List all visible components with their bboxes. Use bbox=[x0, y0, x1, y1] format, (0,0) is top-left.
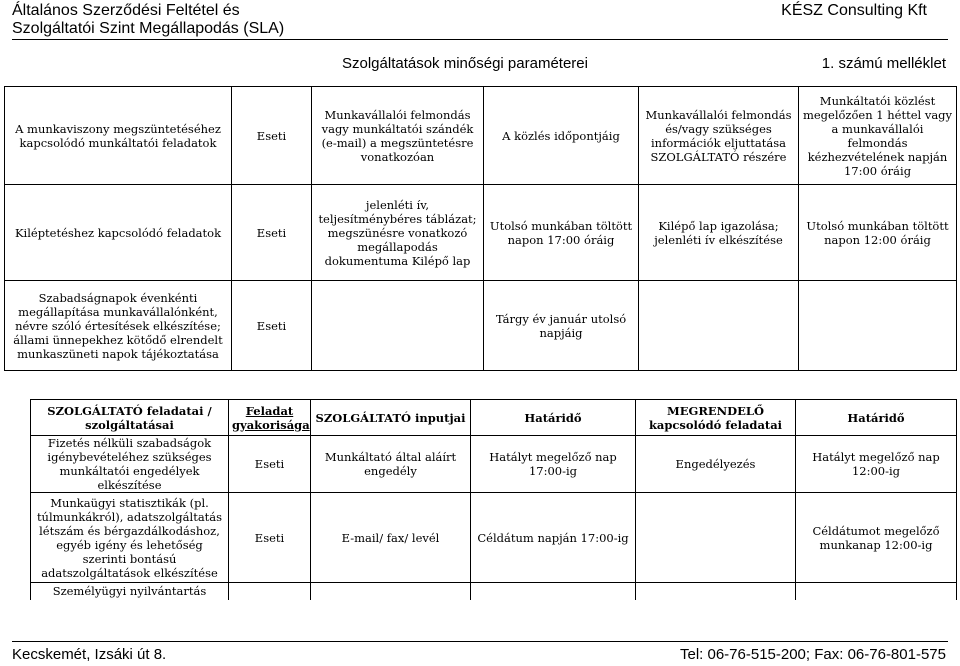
header-input: SZOLGÁLTATÓ inputjai bbox=[311, 400, 471, 436]
client-task-cell: Munkavállalói felmondás és/vagy szükséges információk eljuttatása SZOLGÁLTATÓ részére bbox=[639, 87, 799, 185]
header-title-line1: Általános Szerződési Feltétel és bbox=[12, 2, 240, 19]
header-client-deadline: Határidő bbox=[796, 400, 957, 436]
section-title: Szolgáltatások minőségi paraméterei bbox=[342, 55, 588, 72]
task-cell: A munkaviszony megszüntetéséhez kapcsolódó munkáltatói feladatok bbox=[5, 87, 232, 185]
quality-parameters-table bbox=[4, 86, 957, 371]
client-deadline-cell: Hatályt megelőző nap 12:00-ig bbox=[796, 436, 957, 493]
client-task-cell bbox=[639, 281, 799, 371]
header-company: KÉSZ Consulting Kft bbox=[781, 2, 927, 19]
input-cell: E-mail/ fax/ levél bbox=[311, 493, 471, 583]
client-task-cell bbox=[636, 493, 796, 583]
header-task: SZOLGÁLTATÓ feladatai / szolgáltatásai bbox=[31, 400, 229, 436]
task-cell: Kiléptetéshez kapcsolódó feladatok bbox=[5, 185, 232, 281]
client-deadline-cell: Céldátumot megelőző munkanap 12:00-ig bbox=[796, 493, 957, 583]
header-client-task: MEGRENDELŐ kapcsolódó feladatai bbox=[636, 400, 796, 436]
deadline-cell: Utolsó munkában töltött napon 17:00 óráig bbox=[484, 185, 639, 281]
header-title-line2: Szolgáltatói Szint Megállapodás (SLA) bbox=[12, 20, 285, 37]
table-row bbox=[5, 281, 957, 371]
table-row bbox=[31, 583, 957, 600]
annex-label: 1. számú melléklet bbox=[821, 55, 946, 72]
frequency-cell: Eseti bbox=[229, 493, 311, 583]
footer-contact: Tel: 06-76-515-200; Fax: 06-76-801-575 bbox=[679, 646, 946, 663]
client-deadline-cell bbox=[799, 281, 957, 371]
client-task-cell: Engedélyezés bbox=[636, 436, 796, 493]
service-tasks-table bbox=[30, 399, 957, 600]
header-frequency: Feladat gyakorisága bbox=[229, 400, 311, 436]
client-task-cell: Kilépő lap igazolása; jelenléti ív elkészítése bbox=[639, 185, 799, 281]
client-deadline-cell: Munkáltatói közlést megelőzően 1 héttel vagy a munkavállalói felmondás kézhezvételének napján 17:00 óráig bbox=[799, 87, 957, 185]
document-header-title bbox=[12, 2, 284, 38]
frequency-cell: Eseti bbox=[229, 436, 311, 493]
footer-address: Kecskemét, Izsáki út 8. bbox=[12, 646, 167, 663]
frequency-cell: Eseti bbox=[232, 185, 312, 281]
deadline-cell: Tárgy év január utolsó napjáig bbox=[484, 281, 639, 371]
header-divider bbox=[12, 39, 948, 40]
header-deadline: Határidő bbox=[471, 400, 636, 436]
input-cell: Munkavállalói felmondás vagy munkáltatói szándék (e-mail) a megszüntetésre vonatkozóan bbox=[312, 87, 484, 185]
frequency-cell bbox=[229, 583, 311, 600]
table-row bbox=[5, 87, 957, 185]
input-cell: jelenléti ív, teljesítménybéres táblázat; megszünésre vonatkozó megállapodás dokumentuma Kilépő lap bbox=[312, 185, 484, 281]
table-header-row bbox=[31, 400, 957, 436]
deadline-cell: A közlés időpontjáig bbox=[484, 87, 639, 185]
client-deadline-cell bbox=[796, 583, 957, 600]
input-cell: Munkáltató által aláírt engedély bbox=[311, 436, 471, 493]
table-row bbox=[31, 436, 957, 493]
frequency-cell: Eseti bbox=[232, 281, 312, 371]
table-row bbox=[31, 493, 957, 583]
task-cell: Szabadságnapok évenkénti megállapítása munkavállalónként, névre szóló értesítések elkészítése; állami ünnepekhez kötődő elrendelt munkaszüneti napok tájékoztatása bbox=[5, 281, 232, 371]
deadline-cell: Céldátum napján 17:00-ig bbox=[471, 493, 636, 583]
deadline-cell bbox=[471, 583, 636, 600]
task-cell: Fizetés nélküli szabadságok igénybevételéhez szükséges munkáltatói engedélyek elkészítése bbox=[31, 436, 229, 493]
table-row bbox=[5, 185, 957, 281]
task-cell: Munkaügyi statisztikák (pl. túlmunkákról), adatszolgáltatás létszám és bérgazdálkodáshoz, egyéb igény és lehetőség szerinti bontású adatszolgáltatások elkészítése bbox=[31, 493, 229, 583]
footer-divider bbox=[12, 641, 948, 642]
frequency-cell: Eseti bbox=[232, 87, 312, 185]
client-deadline-cell: Utolsó munkában töltött napon 12:00 óráig bbox=[799, 185, 957, 281]
task-cell: Személyügyi nyilvántartás bbox=[31, 583, 229, 600]
deadline-cell: Hatályt megelőző nap 17:00-ig bbox=[471, 436, 636, 493]
input-cell bbox=[311, 583, 471, 600]
client-task-cell bbox=[636, 583, 796, 600]
input-cell bbox=[312, 281, 484, 371]
